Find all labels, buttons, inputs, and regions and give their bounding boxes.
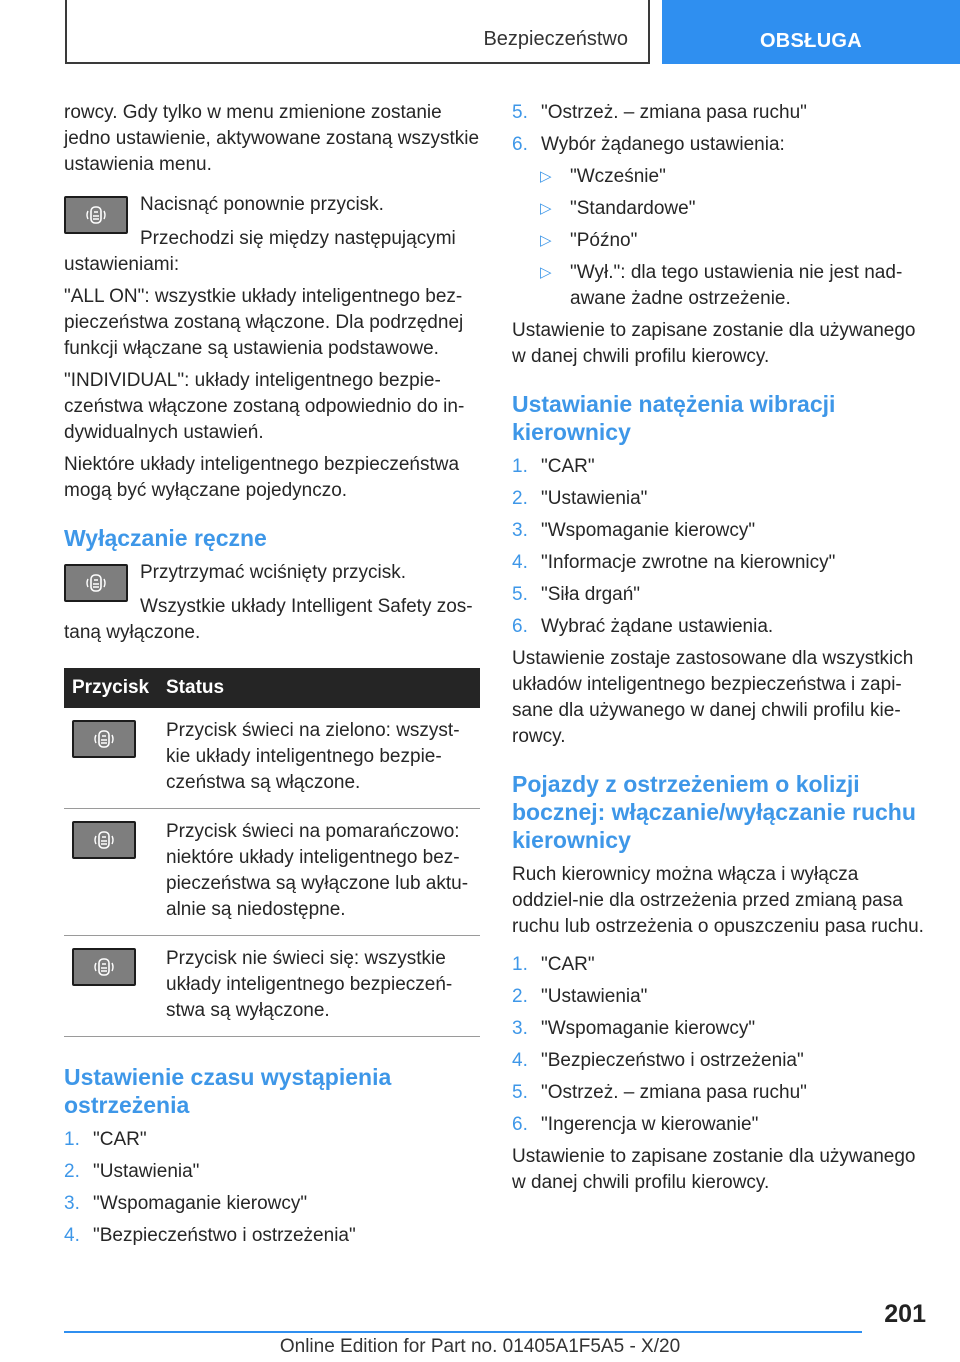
list-item [512, 518, 926, 544]
triangle-right-icon: ▷ [540, 200, 552, 217]
steps-warning-time [64, 1127, 480, 1249]
table-cell-status: Przycisk nie świeci się: wszystkie układy inteligentnego bezpieczeń-stwa są wyłączone. [158, 936, 480, 1037]
step-number: 4. [512, 1050, 528, 1071]
option-text: "Wył.": dla tego ustawienia nie jest nad-awane żadne ostrzeżenie. [570, 262, 903, 309]
right-column [512, 100, 926, 1202]
paragraph-all-off: Wszystkie układy Intelligent Safety zos-taną wyłączone. [64, 596, 473, 643]
list-item [512, 984, 926, 1010]
step-number: 4. [64, 1225, 80, 1246]
step-number: 4. [512, 552, 528, 573]
step-number: 1. [64, 1129, 80, 1150]
list-item [64, 1223, 480, 1249]
paragraph-side: Ruch kierownicy można włącza i wyłącza oddziel-nie dla ostrzeżenia przed zmianą pasa ruchu lub ostrzeżenia o opuszczeniu pasa ruchu. [512, 864, 924, 937]
heading-vibration: Ustawianie natężenia wibracji kierownicy [512, 391, 836, 445]
step-text: "Informacje zwrotne na kierownicy" [541, 552, 836, 573]
section-title: Bezpieczeństwo [483, 28, 628, 50]
chapter-tab [662, 0, 960, 64]
step-number: 6. [512, 134, 528, 155]
step-number: 2. [512, 488, 528, 509]
step-text: "CAR" [93, 1129, 147, 1150]
steps-vibration [512, 454, 926, 640]
paragraph-all-on: "ALL ON": wszystkie układy inteligentnego bez-pieczeństwa zostaną włączone. Dla podrzędnej funkcji włączane są ustawienia podstawowe. [64, 286, 464, 359]
safety-button-icon [64, 196, 128, 234]
safety-button-icon [64, 564, 128, 602]
step-number: 3. [512, 520, 528, 541]
paragraph-individual: "INDIVIDUAL": układy inteligentnego bezpie-czeństwa włączone zostaną odpowiednio do in-dywidualnych ustawień. [64, 370, 465, 443]
icon-line-press [64, 192, 480, 222]
step-text: "CAR" [541, 954, 595, 975]
safety-button-icon [72, 948, 136, 986]
step-number: 2. [64, 1161, 80, 1182]
chapter-title: OBSŁUGA [759, 30, 863, 52]
step-number: 5. [512, 1082, 528, 1103]
option-text: "Standardowe" [570, 198, 696, 219]
list-item [64, 1159, 480, 1185]
paragraph-intro: rowcy. Gdy tylko w menu zmienione zostanie jedno ustawienie, aktywowane zostaną wszystkie ustawienia menu. [64, 102, 480, 175]
heading-side-collision: Pojazdy z ostrzeżeniem o kolizji bocznej: włączanie/wyłączanie ruchu kierownicy [512, 771, 916, 853]
triangle-right-icon: ▷ [540, 264, 552, 281]
list-item [512, 582, 926, 608]
step-number: 5. [512, 584, 528, 605]
car-safety-icon [93, 728, 115, 750]
step-number: 6. [512, 1114, 528, 1135]
car-safety-icon [85, 572, 107, 594]
list-item [512, 454, 926, 480]
list-item [512, 550, 926, 576]
paragraph-switch: Przechodzi się między następującymi ustawieniami: [64, 228, 456, 275]
step-text: "Ustawienia" [93, 1161, 200, 1182]
list-item [512, 486, 926, 512]
option-list [512, 164, 926, 312]
list-item [512, 196, 926, 222]
list-item [64, 1191, 480, 1217]
step-text: "Siła drgań" [541, 584, 641, 605]
table-header-button: Przycisk [64, 668, 158, 708]
table-row [64, 936, 480, 1037]
table-cell-status: Przycisk świeci na pomarańczowo: niektóre układy inteligentnego bez-pieczeństwa są wyłączone lub aktu-alnie są niedostępne. [158, 809, 480, 936]
icon-line-press-text: Nacisnąć ponownie przycisk. [140, 194, 384, 215]
footer-divider [64, 1331, 862, 1333]
list-item [512, 1080, 926, 1106]
step-number: 1. [512, 954, 528, 975]
table-cell-status: Przycisk świeci na zielono: wszyst-kie układy inteligentnego bezpie-czeństwa są włączone. [158, 708, 480, 809]
page-number: 201 [884, 1300, 926, 1328]
step-number: 6. [512, 616, 528, 637]
option-text: "Późno" [570, 230, 638, 251]
step-text: Wybrać żądane ustawienia. [541, 616, 774, 637]
step-text: "Ostrzeż. – zmiana pasa ruchu" [541, 1082, 807, 1103]
table-header-row [64, 668, 480, 708]
button-status-table [64, 668, 480, 1037]
list-item [512, 100, 926, 126]
icon-line-hold [64, 560, 480, 590]
paragraph-saved-1: Ustawienie to zapisane zostanie dla używanego w danej chwili profilu kierowcy. [512, 320, 916, 367]
car-safety-icon [85, 204, 107, 226]
header-section-box [65, 0, 650, 64]
table-row [64, 708, 480, 809]
step-text: "Ingerencja w kierowanie" [541, 1114, 759, 1135]
list-item [512, 1016, 926, 1042]
heading-manual-off: Wyłączanie ręczne [64, 525, 267, 551]
safety-button-icon [72, 720, 136, 758]
list-item [512, 952, 926, 978]
step-text: "Ostrzeż. – zmiana pasa ruchu" [541, 102, 807, 123]
list-item [64, 1127, 480, 1153]
paragraph-saved-2: Ustawienie to zapisane zostanie dla używanego w danej chwili profilu kierowcy. [512, 1146, 916, 1193]
step-number: 3. [64, 1193, 80, 1214]
step-text: "Bezpieczeństwo i ostrzeżenia" [541, 1050, 804, 1071]
step-text: "Ustawienia" [541, 488, 648, 509]
table-header-status: Status [158, 668, 480, 708]
list-item [512, 614, 926, 640]
step-text: Wybór żądanego ustawienia: [541, 134, 785, 155]
triangle-right-icon: ▷ [540, 168, 552, 185]
car-safety-icon [93, 956, 115, 978]
list-item [512, 164, 926, 190]
table-cell-icon [64, 936, 158, 1037]
safety-button-icon [72, 821, 136, 859]
step-number: 3. [512, 1018, 528, 1039]
table-cell-icon [64, 708, 158, 809]
left-column [64, 100, 480, 1255]
list-item [512, 228, 926, 254]
table-cell-icon [64, 809, 158, 936]
list-item [512, 132, 926, 312]
option-text: "Wcześnie" [570, 166, 666, 187]
paragraph-vibration-applied: Ustawienie zostaje zastosowane dla wszystkich układów inteligentnego bezpieczeństwa i zapi-sane dla używanego w danej chwili profilu kie-rowcy. [512, 648, 914, 747]
step-number: 1. [512, 456, 528, 477]
step-text: "CAR" [541, 456, 595, 477]
icon-line-hold-text: Przytrzymać wciśnięty przycisk. [140, 562, 407, 583]
list-item [512, 260, 926, 312]
edition-note: Online Edition for Part no. 01405A1F5A5 - X/20 [279, 1336, 681, 1357]
step-number: 2. [512, 986, 528, 1007]
steps-side-collision [512, 952, 926, 1138]
step-number: 5. [512, 102, 528, 123]
step-text: "Wspomaganie kierowcy" [541, 1018, 756, 1039]
step-text: "Wspomaganie kierowcy" [541, 520, 756, 541]
heading-warning-time: Ustawienie czasu wystąpienia ostrzeżenia [64, 1064, 392, 1118]
steps-warning-time-continued [512, 100, 926, 312]
step-text: "Wspomaganie kierowcy" [93, 1193, 308, 1214]
triangle-right-icon: ▷ [540, 232, 552, 249]
step-text: "Ustawienia" [541, 986, 648, 1007]
paragraph-some: Niektóre układy inteligentnego bezpieczeństwa mogą być wyłączane pojedynczo. [64, 454, 460, 501]
step-text: "Bezpieczeństwo i ostrzeżenia" [93, 1225, 356, 1246]
list-item [512, 1112, 926, 1138]
car-safety-icon [93, 829, 115, 851]
table-row [64, 809, 480, 936]
list-item [512, 1048, 926, 1074]
